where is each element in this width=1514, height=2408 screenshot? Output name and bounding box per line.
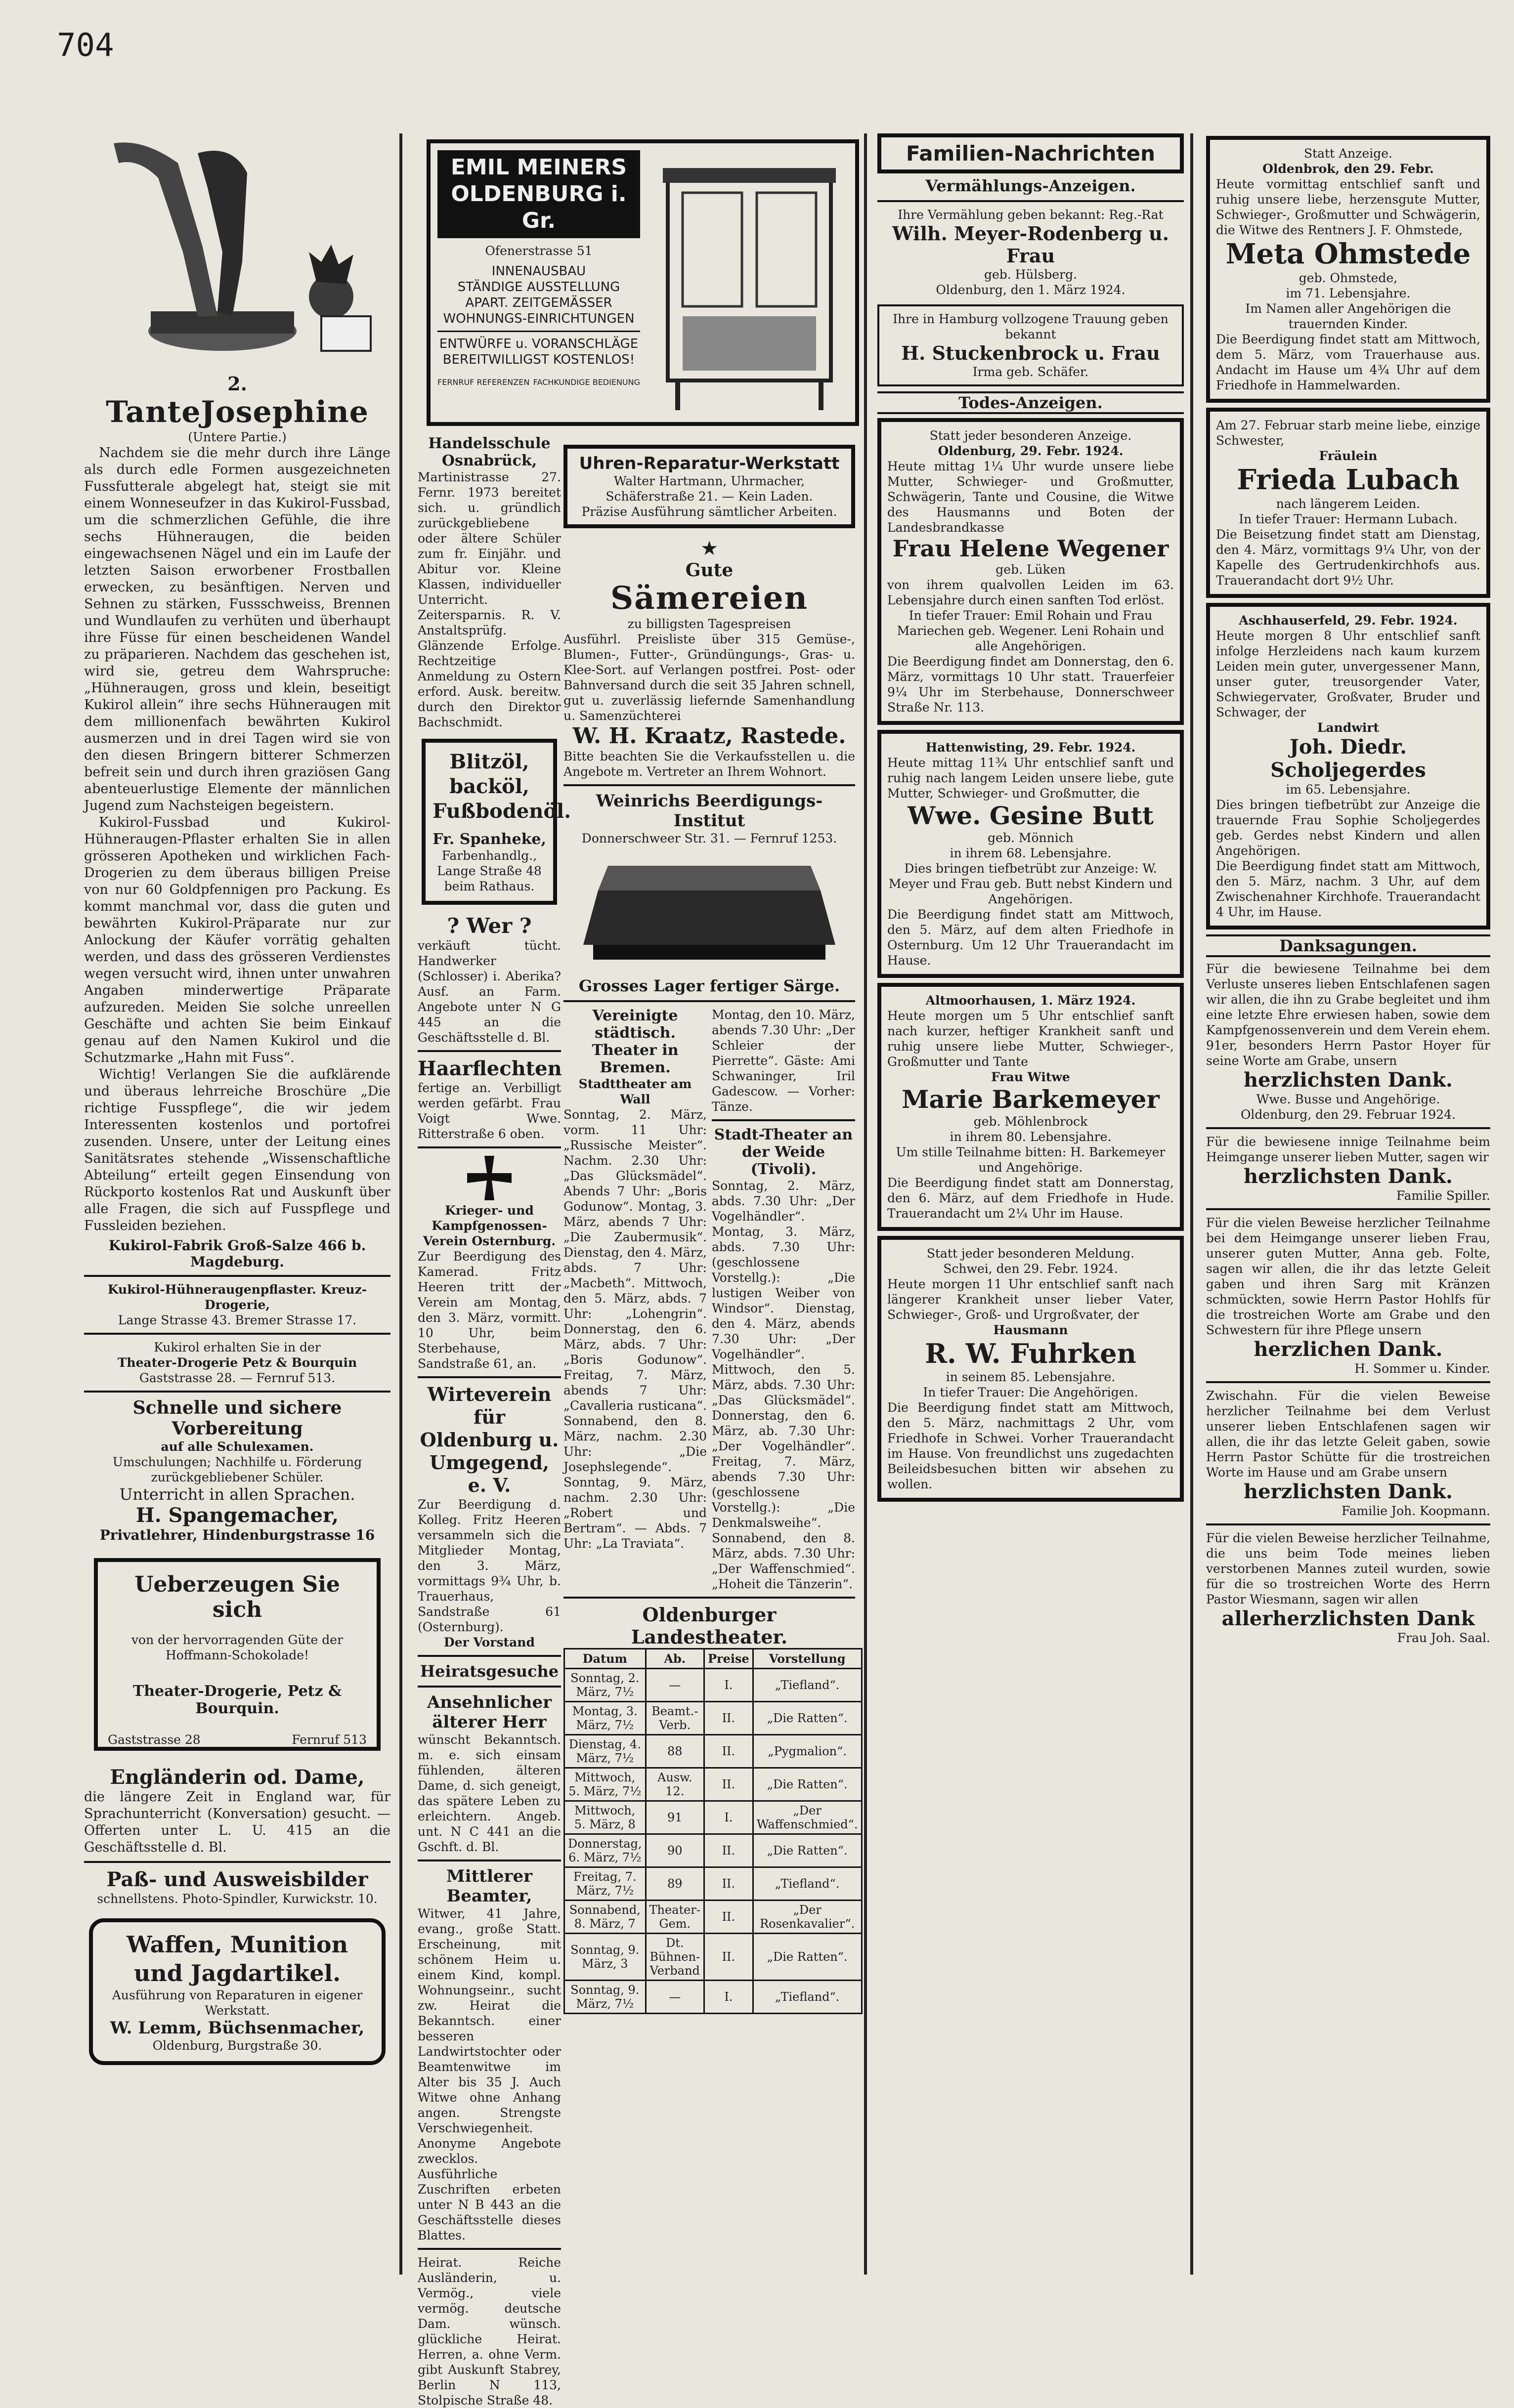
ad-firm: Theater-Drogerie Petz & Bourquin [117,1355,357,1370]
notice-head: Statt jeder besonderen Meldung. [926,1246,1135,1261]
section-title: Todes-Anzeigen. [877,391,1184,414]
table-cell: 89 [646,1867,704,1901]
ad-text: von der hervorragenden Güte der Hoffmann-Schokolade! [131,1633,344,1662]
divider [418,1859,561,1861]
divider [563,784,855,786]
divider [877,200,1184,202]
divider [84,1861,390,1863]
ad-text: Heirat. Reiche Ausländerin, u. Vermög., viele vermög. deutsche Dam. wünsch. glückliche Heirat. Herren, a. ohne Verm. gibt Auskunft Stabrey, Berlin N 113, Stolpische Straße 48. [418,2255,561,2408]
ad-text: schnellstens. Photo-Spindler, Kurwickstr. 10. [97,1892,378,1906]
column-rule [864,133,867,2275]
thanks-sign: Wwe. Busse und Angehörige. [1256,1092,1440,1106]
ad-text: Unterricht in allen Sprachen. [119,1485,355,1504]
cabinet-illustration [648,153,851,415]
deceased-name: R. W. Fuhrken [925,1338,1136,1369]
iron-cross-icon [465,1153,514,1203]
divider [1206,1523,1490,1525]
notice-text: in ihrem 80. Lebensjahre. [950,1130,1112,1144]
table-row [564,1901,862,1934]
notice-mourners: In tiefer Trauer: Hermann Lubach. [1239,512,1458,526]
ad-subtitle: zu billigsten Tagespreisen [627,617,791,631]
ad-text: Kukirol erhalten Sie in der [154,1340,321,1354]
foot-bath-illustration [84,133,390,371]
deceased-name: Frieda Lubach [1237,464,1460,496]
notice-date: Hattenwisting, 29. Febr. 1924. [925,740,1136,755]
column-header: Preise [704,1649,753,1669]
column-header: Datum [564,1649,646,1669]
ad-address: Privatlehrer, Hindenburgstrasse 16 [99,1527,375,1543]
ad-name: H. Spangemacher, [135,1504,339,1527]
section-title: Vermählungs-Anzeigen. [925,176,1136,195]
thanks-sign: Familie Spiller. [1396,1188,1490,1203]
notice-text: Heute morgen um 5 Uhr entschlief sanft nach kurzer, heftiger Krankheit sanft und ruhig unsere liebe Mutter, Schwieger-, Großmutter und Tante [887,1009,1174,1069]
ad-line: FERNRUF REFERENZEN [437,378,530,387]
notice-funeral: Die Beerdigung findet statt am Mittwoch, den 5. März, nachmittags 2 Uhr, vom Friedhofe in Schwei. Vorher Trauerandacht im Hause. Von freundlichst uns zugedachten Beileidsbesuchen bitten wir absehen zu wollen. [887,1400,1174,1491]
deceased-name: Joh. Diedr. Scholjegerdes [1270,735,1426,782]
ad-subtitle: geb. Hülsberg. [984,267,1078,282]
death-notice [1206,136,1490,403]
table-cell: „Die Ratten“. [753,1834,862,1867]
notice-sub: geb. Mönnich [988,831,1074,845]
divider [418,1146,561,1148]
thanks-title: herzlichsten Dank. [1244,1480,1453,1503]
notice-funeral: Die Beerdigung findet statt am Mittwoch, dem 5. März, vom Trauerhause aus. Andacht im Hause um 4¾ Uhr auf dem Friedhofe in Hammelwarden. [1216,332,1480,392]
table-title: Oldenburger Landestheater. [631,1604,788,1648]
thanks-title: allerherzlichsten Dank [1221,1607,1475,1630]
divider [418,1376,561,1378]
familien-header [877,133,1184,173]
table-cell: „Tiefland“. [753,1981,862,2014]
notice-mourners: Dies bringen tiefbetrübt zur Anzeige: W. Meyer und Frau geb. Butt nebst Kindern und Angehörigen. [888,861,1173,906]
ad-address: Schäferstraße 21. — Kein Laden. [606,489,813,504]
ad-text: Bitte beachten Sie die Verkaufsstellen u. die Angebote m. Vertreter an Ihrem Wohnort. [563,749,855,779]
thanks-text: Für die bewiesene innige Teilnahme beim Heimgange unserer lieben Mutter, sagen wir [1206,1135,1490,1164]
ad-line: Fußbodenöl. [433,800,571,823]
ad-footer: Grosses Lager fertiger Särge. [578,976,840,995]
ad-line: STÄNDIGE AUSSTELLUNG [457,280,620,295]
ad-line: Blitzöl, [449,750,529,773]
death-notice [877,730,1184,978]
thanks-sign: Familie Joh. Koopmann. [1341,1504,1490,1518]
ad-text: Zur Beerdigung d. Kolleg. Fritz Heeren versammeln sich die Mitglieder Montag, den 3. März, vormittags 9¾ Uhr, b. Trauerhaus, Sandstraße 61 (Osternburg). [418,1497,561,1634]
notice-funeral: Die Beerdigung findet am Donnerstag, den 6. März, vormittags 10 Uhr statt. Trauerfeier 9¼ Uhr im Sterbehause, Donnerschweer Straße Nr. 113. [887,654,1174,715]
notice-pre: Frau Witwe [991,1070,1070,1084]
ad-subtitle: Irma geb. Schäfer. [972,365,1089,379]
notice-sub: geb. Lüken [995,562,1066,577]
notice-pre: Fräulein [1319,449,1378,463]
ad-subtitle: Gute [685,560,734,581]
divider [84,1333,390,1335]
ad-title: EMIL MEINERS OLDENBURG i. Gr. [437,150,640,238]
thanks-title: herzlichsten Dank. [1244,1068,1453,1092]
wedding-notice [877,304,1184,386]
table-cell: — [646,1669,704,1702]
ad-address: Lange Strasse 43. Bremer Strasse 17. [118,1313,357,1327]
notice-text: nach längerem Leiden. [1276,497,1421,511]
ad-text: Ihre Vermählung geben bekannt: Reg.-Rat [898,208,1164,222]
ad-line: ENTWÜRFE u. VORANSCHLÄGE [439,337,639,351]
divider [1206,1127,1490,1129]
table-cell: Dt. Bühnen-Verband [646,1934,704,1981]
ad-name: Fr. Spanheke, [433,831,546,848]
notice-date: Aschhauserfeld, 29. Febr. 1924. [1239,613,1458,628]
table-cell: 91 [646,1801,704,1834]
ad-subtitle: auf alle Schulexamen. [161,1439,314,1454]
column-1 [84,133,390,2077]
table-cell: 88 [646,1735,704,1768]
ad-body: Nachdem sie die mehr durch ihre Länge als durch edle Formen ausgezeichneten Fussfutterale abgelegt hat, steigt sie mit einem Wonneseufzer in das Kukirol-Fussbad, um die schmerzlichen Gefühle, die ihre sechs Hühneraugen, die beiden eingewachsenen Nägel und ein im Laufe der letzten Saison erworbener Frostballen erwecken, zu besänftigen. Nerven und Sehnen zu stärken, Fussschweiss, Brennen und Wundlaufen zu verhüten und überhaupt ihre Füsse für einen bescheidenen Wandel zu präparieren. Nachdem das geschehen ist, wird sie, getreu dem Wahrspruche: „Hühneraugen, gross und klein, beseitigt Kukirol allein“ ihre sechs Hühneraugen mit dem millionenfach bewährten Kukirol ausmerzen und in drei Tagen wird sie von den diesen Bringern bitterer Schmerzen befreit sein und durch ihren graziösen Gang abenteuerlustige Elemente der männlichen Jugend zum Nachsteigen begeistern. [84,445,390,813]
table-cell: Mittwoch, 5. März, 8 [564,1801,646,1834]
notice-sub: geb. Möhlenbrock [973,1114,1088,1129]
table-cell: „Die Ratten“. [753,1768,862,1801]
ad-text: die längere Zeit in England war, für Sprachunterricht (Konversation) gesucht. — Offerten unter L. U. 415 an die Geschäftsstelle d. Bl. [84,1789,390,1855]
table-cell: Beamt.-Verb. [646,1702,704,1735]
ad-title: Krieger- und Kampfgenossen-Verein Osternburg. [423,1203,556,1248]
ad-text: Montag, den 10. März, abends 7.30 Uhr: „Der Schleier der Pierrette“. Gäste: Ami Schwaninger, Iril Gadescow. — Vorher: Tänze. [712,1008,855,1114]
meiners-ad [427,139,859,426]
notice-text: im 71. Lebensjahre. [1286,286,1411,300]
thanks-text: Für die vielen Beweise herzlicher Teilnahme bei dem Heimgange unserer lieben Frau, unserer guten Mutter, Anna geb. Folte, sagen wir allen, die ihr das letzte Geleit gaben und ihren Sarg mit Kränzen schmückten, sowie Herrn Pastor Hohlfs für die trostreichen Worte am Grabe und den Schwestern für ihre Pflege unsern [1206,1216,1490,1337]
notice-funeral: Die Beerdigung findet statt am Mittwoch, den 5. März, auf dem alten Friedhofe in Osternburg. Um 12 Uhr Trauerandacht im Hause. [887,907,1174,968]
notice-funeral: Die Beerdigung findet statt am Mittwoch, den 5. März, nachm. 3 Uhr, auf dem Zwischenahner Kirchhofe. Trauerandacht 4 Uhr, im Hause. [1216,859,1480,919]
ad-address: Gaststrasse 28 [108,1732,201,1747]
table-cell: II. [704,1934,753,1981]
table-cell: II. [704,1768,753,1801]
ad-title: Ansehnlicher älterer Herr [427,1692,552,1732]
section-title: Familien-Nachrichten [906,141,1155,166]
ad-address: Gaststrasse 28. — Fernruf 513. [139,1371,336,1385]
notice-pre: Landwirt [1317,720,1380,735]
ad-sign: Der Vorstand [444,1635,535,1649]
divider [418,1655,561,1657]
ad-line: backöl, [449,775,529,798]
death-notice [1206,408,1490,598]
star-icon: ★ [700,537,718,560]
ad-text: Umschulungen; Nachhilfe u. Förderung zurückgebliebener Schüler. [112,1455,362,1484]
ad-title: ? Wer ? [447,914,532,938]
table-cell: Sonntag, 9. März, 7½ [564,1981,646,2014]
table-cell: I. [704,1981,753,2014]
table-cell: II. [704,1735,753,1768]
notice-text: Heute mittag 11¾ Uhr entschlief sanft und ruhig nach langem Leiden unsere liebe, gute Mutter, Schwieger- und Großmutter, die [887,756,1174,801]
table-row [564,1934,862,1981]
ad-subtitle: Stadttheater am Wall [578,1077,692,1106]
ad-subtitle: (Untere Partie.) [188,430,287,444]
table-row [564,1768,862,1801]
notice-text: im 65. Lebensjahre. [1286,782,1411,797]
notice-sub: geb. Ohmstede, [1298,271,1398,285]
ad-name: H. Stuckenbrock u. Frau [901,342,1160,364]
column-header: Vorstellung [753,1649,862,1669]
divider [84,1275,390,1277]
notice-mourners: Im Namen aller Angehörigen die trauernden Kinder. [1245,301,1451,331]
theater-schedule-table [563,1648,863,2014]
table-cell: „Die Ratten“. [753,1934,862,1981]
page-number: 704 [57,27,114,64]
notice-text: von ihrem qualvollen Leiden im 63. Lebensjahre durch einen sanften Tod erlöst. [887,578,1174,607]
ad-title: Sämereien [610,580,809,617]
column-4 [877,133,1184,1502]
ad-title: Stadt-Theater an der Weide (Tivoli). [714,1126,853,1178]
ad-text: Ihre in Hamburg vollzogene Trauung geben bekannt [893,312,1168,341]
ad-text: Sonntag, 2. März, abds. 7.30 Uhr: „Der Vogelhändler“. Montag, 3. März, abds. 7.30 Uhr: (geschlossene Vorstellg.): „Die lustigen Weiber von Windsor“. Dienstag, den 4. März, abends 7.30 Uhr: „Der Vogelhändler“. Mittwoch, den 5. März, abds. 7.30 Uhr: „Das Glücksmädel“. Donnerstag, den 6. März, ab. 7.30 Uhr: „Der Vogelhändler“. Freitag, 7. März, abends 7.30 Uhr: (geschlossene Vorstellg.): „Die Denkmalsweihe“. Sonnabend, den 8. März, abds. 7.30 Uhr: „Der Waffenschmied“. „Hoheit die Tänzerin“. [712,1179,855,1591]
notice-mourners: Um stille Teilnahme bitten: H. Barkemeyer und Angehörige. [896,1145,1166,1175]
divider [563,1597,855,1599]
table-cell: „Die Ratten“. [753,1702,862,1735]
spanheke-ad [422,739,571,905]
table-cell: II. [704,1901,753,1934]
divider [418,1050,561,1052]
ad-text: Ausführung von Reparaturen in eigener Werkstatt. [112,1988,363,2018]
ad-text: wünscht Bekanntsch. m. e. sich einsam fühlenden, älteren Dame, d. sich geneigt, das spätere Leben zu erleichtern. Angeb. unt. N C 441 an die Gschft. d. Bl. [418,1732,561,1854]
thanks-text: Für die bewiesene Teilnahme bei dem Verluste unseres lieben Entschlafenen sagen wir allen, die ihn zu Grabe begleitet und ihm eine letzte Ehre erwiesen haben, sowie dem Kampfgenossenverein und dem Verein ehem. 91er, besonders Herrn Pastor Hoyer für seine Worte am Grabe, unsern [1206,962,1490,1068]
coffin-illustration [563,846,855,974]
thanks-sign: H. Sommer u. Kinder. [1354,1361,1490,1376]
table-cell: II. [704,1867,753,1901]
waffen-ad [89,1918,386,2065]
notice-date: Oldenbrok, den 29. Febr. [1262,162,1434,176]
ad-line: FACHKUNDIGE BEDIENUNG [533,378,640,387]
notice-date: Schwei, den 29. Febr. 1924. [943,1262,1118,1276]
ad-number: 2. [227,373,247,395]
ad-title: Mittlerer Beamter, [446,1866,532,1906]
thanks-sign: Frau Joh. Saal. [1397,1631,1490,1645]
ad-body: Martinistrasse 27. Fernr. 1973 bereitet sich. u. gründlich zurückgebliebene oder ältere Schüler zum fr. Einjähr. und Abitur vor. Kleine Klassen, individueller Unterricht. Zeitersparnis. R. V. Anstaltsprüfg. Glänzende Erfolge. Rechtzeitige Anmeldung zu Ostern erford. Ausk. bereitw. durch den Direktor Bachschmidt. [418,470,561,729]
ad-text: Zur Beerdigung des Kamerad. Fritz Heeren tritt der Verein am Montag, den 3. März, vormitt. 10 Uhr, beim Sterbehause, Sandstraße 61, an. [418,1249,561,1371]
ad-text: Witwer, 41 Jahre, evang., große Statt. Erscheinung, mit schönem Heim u. einem Kind, kompl. Wohnungseinr., sucht zw. Heirat die Bekanntsch. einer besseren Landwirtstochter oder Beamtenwitwe im Alter bis 35 J. Auch Witwe ohne Anhang angen. Strengste Verschwiegenheit. Anonyme Angebote zwecklos. Ausführliche Zuschriften erbeten unter N B 443 an die Geschäftsstelle dieses Blattes. [418,1906,561,2242]
table-cell: „Tiefland“. [753,1669,862,1702]
ad-address: Donnerschweer Str. 31. — Fernruf 1253. [581,831,837,845]
notice-funeral: Die Beerdigung findet statt am Donnerstag, den 6. März, auf dem Friedhofe in Hude. Trauerandacht um 2¼ Uhr im Hause. [887,1176,1174,1221]
notice-mourners: In tiefer Trauer: Die Angehörigen. [923,1385,1138,1399]
death-notice [877,418,1184,725]
table-cell: „Pygmalion“. [753,1735,862,1768]
ad-title: Ueberzeugen Sie sich [134,1572,340,1622]
divider [563,1000,855,1002]
ad-line: APART. ZEITGEMÄSSER [465,296,612,310]
table-cell: Montag, 3. März, 7½ [564,1702,646,1735]
ad-address: Farbenhandlg., Lange Straße 48 beim Rathaus. [437,848,542,893]
table-cell: Ausw. 12. [646,1768,704,1801]
ad-title: Uhren-Reparatur-Werkstatt [579,454,840,473]
table-cell: Sonntag, 9. März, 3 [564,1934,646,1981]
ad-name: Wilh. Meyer-Rodenberg u. Frau [892,222,1169,267]
notice-text: in ihrem 68. Lebensjahre. [950,846,1112,860]
ad-firm: Theater-Drogerie, Petz & Bourquin. [132,1683,342,1717]
notice-text: Heute morgen 11 Uhr entschlief sanft nach längerer Krankheit unser lieber Vater, Schwieger-, Groß- und Urgroßvater, der [887,1277,1174,1322]
ad-line: WOHNUNGS-EINRICHTUNGEN [443,311,635,326]
ad-text: Ausführl. Preisliste über 315 Gemüse-, Blumen-, Futter-, Gründüngungs-, Gras- u. Klee-Sort. auf Verlangen postfrei. Post- oder Bahnversand durch die seit 35 Jahren schnell, gut u. zuverlässig liefernde Samenhandlung u. Samenzüchterei [563,632,855,723]
table-cell: II. [704,1702,753,1735]
notice-funeral: Die Beisetzung findet statt am Dienstag, den 4. März, vormittags 9¼ Uhr, von der Kapelle des Gertrudenkirchhofs aus. Trauerandacht dort 9½ Uhr. [1216,527,1480,588]
notice-text: Am 27. Februar starb meine liebe, einzige Schwester, [1216,418,1480,448]
table-cell: I. [704,1669,753,1702]
divider [418,2248,561,2250]
death-notice [877,1236,1184,1502]
ad-firm: W. H. Kraatz, Rastede. [572,723,846,749]
table-cell: 90 [646,1834,704,1867]
column-5 [1206,136,1490,1646]
table-cell: „Der Waffenschmied“. [753,1801,862,1834]
ad-text: fertige an. Verbilligt werden gefärbt. Frau Voigt Wwe. Ritterstraße 6 oben. [418,1081,561,1141]
uhren-ad [563,445,855,528]
table-cell: „Der Rosenkavalier“. [753,1901,862,1934]
table-row [564,1867,862,1901]
notice-text: Heute vormittag entschlief sanft und ruhig unsere liebe, herzensgute Mutter, Schwieger-, Großmutter und Schwägerin, die Witwe des Rentners J. F. Ohmstede, [1216,177,1480,237]
table-row [564,1735,862,1768]
ad-title: TanteJosephine [106,395,369,429]
ad-phone: Fernruf 513 [292,1732,367,1747]
table-cell: Donnerstag, 6. März, 7½ [564,1834,646,1867]
table-cell: I. [704,1801,753,1834]
notice-pre: Hausmann [993,1323,1068,1337]
ad-line: BEREITWILLIGST KOSTENLOS! [442,352,635,367]
ad-title: Waffen, Munition und Jagdartikel. [126,1931,348,1986]
ad-text: verkäuft tücht. Handwerker (Schlosser) i. Aberika? Ausf. an Farm. Angebote unter N G 445 an die Geschäftsstelle d. Bl. [418,938,561,1045]
ad-address: Ofenerstrasse 51 [485,244,593,258]
ad-address: Oldenburg, Burgstraße 30. [152,2038,322,2053]
thanks-date: Oldenburg, den 29. Februar 1924. [1240,1107,1456,1122]
divider [712,1119,855,1121]
table-cell: „Tiefland“. [753,1867,862,1901]
ad-title: Kukirol-Hühneraugenpflaster. Kreuz-Drogerie, [107,1282,367,1312]
table-row [564,1669,862,1702]
notice-mourners: Dies bringen tiefbetrübt zur Anzeige die trauernde Frau Sophie Scholjegerdes geb. Gerdes nebst Kindern und allen Angehörigen. [1216,798,1480,858]
ad-title: Schnelle und sichere Vorbereitung [132,1397,342,1439]
ad-name: W. Lemm, Büchsenmacher, [110,2018,365,2038]
table-cell: Theater-Gem. [646,1901,704,1934]
ad-body: Wichtig! Verlangen Sie die aufklärende und überaus lehrreiche Broschüre „Die richtige Fusspflege“, die wir jedem Interessenten kostenlos und portofrei zusenden. Unsere, unter der Leitung eines Sanitätsrates stehende „Wissenschaftliche Abteilung“ erteilt gegen Einsendung von Rückporto kostenlos Rat und Auskunft über alle Fragen, die sich auf Fusspflege und Fussleiden beziehen. [84,1067,390,1233]
ad-title: Paß- und Ausweisbilder [106,1868,368,1891]
divider [1206,1381,1490,1383]
ad-title: Wirteverein für Oldenburg u. Umgegend, e. V. [420,1383,559,1496]
death-notice [1206,603,1490,929]
notice-text: in seinem 85. Lebensjahre. [946,1370,1116,1384]
hoffmann-ad [94,1558,381,1751]
table-cell: Freitag, 7. März, 7½ [564,1867,646,1901]
divider [1206,1208,1490,1210]
ad-name: Walter Hartmann, Uhrmacher, [613,474,805,488]
deceased-name: Meta Ohmstede [1225,238,1471,270]
death-notice [877,983,1184,1231]
deceased-name: Frau Helene Wegener [892,535,1169,562]
table-row [564,1702,862,1735]
thanks-title: herzlichsten Dank. [1244,1165,1453,1188]
column-3 [563,445,858,2014]
notice-date: Altmoorhausen, 1. März 1924. [925,993,1136,1008]
section-title: Heiratsgesuche [420,1662,559,1681]
ad-title: Weinrichs Beerdigungs-Institut [596,791,823,831]
deceased-name: Marie Barkemeyer [902,1085,1160,1114]
table-cell: Dienstag, 4. März, 7½ [564,1735,646,1768]
table-row [564,1801,862,1834]
ad-title: Vereinigte städtisch. Theater in Bremen. [592,1007,679,1076]
thanks-text: Für die vielen Beweise herzlicher Teilnahme, die uns beim Tode meines lieben verstorbenen Mannes zuteil wurden, sowie für die so trostreichen Worte des Herrn Pastor Wiesmann, sagen wir allen [1206,1531,1490,1606]
table-cell: II. [704,1834,753,1867]
divider [84,1391,390,1393]
table-row [564,1834,862,1867]
column-rule [399,133,402,2275]
deceased-name: Wwe. Gesine Butt [908,801,1154,830]
divider [418,1686,561,1688]
notice-text: Heute morgen 8 Uhr entschlief sanft infolge Herzleidens nach kaum kurzem Leiden mein guter, unvergessener Mann, unser guter, treusorgender Vater, Schwiegervater, Großvater, Bruder und Schwager, der [1216,629,1480,719]
thanks-text: Zwischahn. Für die vielen Beweise herzlicher Teilnahme bei dem Verlust unserer lieben Entschlafenen sagen wir allen, die ihr das letzte Geleit gaben, sowie Herrn Pastor Schütte für die trostreichen Worte im Hause und am Grabe unsern [1206,1389,1490,1479]
ad-body: Kukirol-Fussbad und Kukirol-Hühneraugen-Pflaster erhalten Sie in allen grösseren Apotheken und wirklichen Fach-Drogerien zu dem überaus billigen Preise von nur 60 Goldpfennigen pro Packung. Es kommt manchmal vor, dass die guten und bewährten Kukirol-Präparate nur zur Anlockung der Käufer vorrätig gehalten werden, und dass des grösseren Verdienstes wegen versucht wird, ihnen unter unwahren Angaben minderwertige Präparate aufzureden. Meiden Sie solche unreellen Geschäfte und achten Sie beim Einkauf genau auf den Namen Kukirol und die Schutzmarke „Hahn mit Fuss“. [84,815,390,1065]
notice-head: Statt Anzeige. [1304,146,1392,161]
section-title: Danksagungen. [1206,934,1490,957]
ad-title: Haarflechten [418,1057,562,1080]
column-2-lower [418,435,571,2408]
table-cell: Mittwoch, 5. März, 7½ [564,1768,646,1801]
notice-head: Statt jeder besonderen Anzeige. [929,428,1132,443]
ad-line: INNENAUSBAU [491,264,586,279]
ad-firm: Kukirol-Fabrik Groß-Salze 466 b. Magdeburg. [108,1237,366,1270]
table-cell: Sonnabend, 8. März, 7 [564,1901,646,1934]
ad-title: Engländerin od. Dame, [110,1766,365,1789]
table-row [564,1981,862,2014]
notice-text: Heute mittag 1¼ Uhr wurde unsere liebe Mutter, Schwieger- und Großmutter, Schwägerin, Tante und Cousine, die Witwe des Hausmanns und Boten der Landesbrandkasse [887,459,1174,535]
notice-mourners: In tiefer Trauer: Emil Rohain und Frau Mariechen geb. Wegener. Leni Rohain und alle Angehörigen. [897,608,1165,653]
ad-text: Sonntag, 2. März, vorm. 11 Uhr: „Russische Meister“. Nachm. 2.30 Uhr: „Das Glücksmädel“. Abends 7 Uhr: „Boris Godunow“. Montag, 3. März, abends 7 Uhr: „Die Zaubermusik“. Dienstag, den 4. März, abds. 7 Uhr: „Macbeth“. Mittwoch, den 5. März, abds. 7 Uhr: „Lohengrin“. Donnerstag, den 6. März, abds. 7 Uhr: „Boris Godunow“. Freitag, 7. März, abends 7 Uhr: „Cavalleria rusticana“. Sonnabend, den 8. März, nachm. 2.30 Uhr: „Die Josephslegende“. Sonntag, 9. März, nachm. 2.30 Uhr: „Robert und Bertram“. — Abds. 7 Uhr: „La Traviata“. [563,1107,707,1551]
ad-text: Präzise Ausführung sämtlicher Arbeiten. [581,505,837,519]
ad-title: Handelsschule Osnabrück, [428,435,551,469]
ad-date: Oldenburg, den 1. März 1924. [936,283,1125,297]
thanks-title: herzlichen Dank. [1254,1338,1443,1361]
table-cell: Sonntag, 2. März, 7½ [564,1669,646,1702]
column-rule [1190,133,1193,2275]
table-cell: — [646,1981,704,2014]
notice-date: Oldenburg, 29. Febr. 1924. [938,444,1124,458]
column-header: Ab. [646,1649,704,1669]
